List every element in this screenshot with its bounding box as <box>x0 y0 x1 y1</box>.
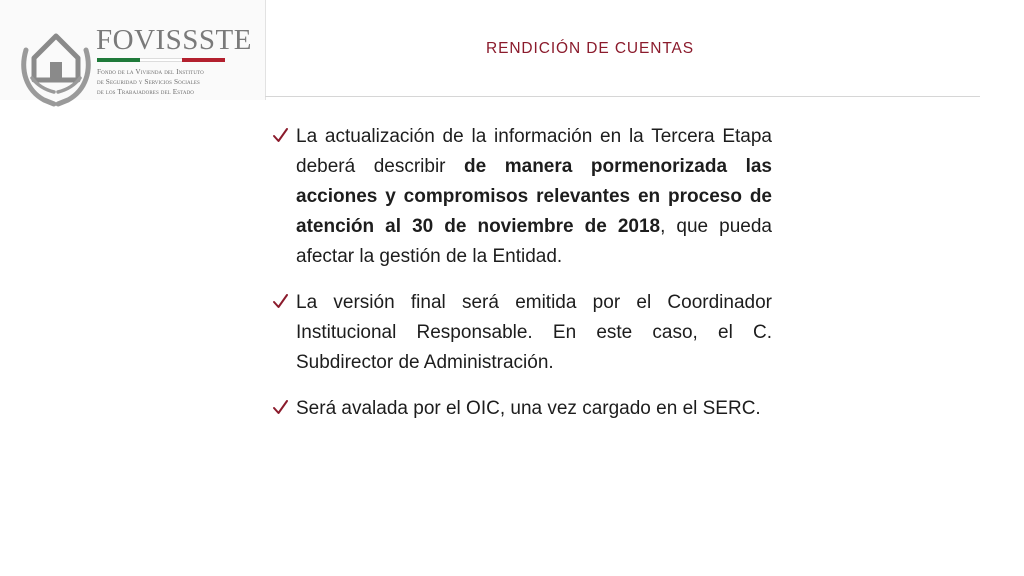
bullet-text-segment: La versión final será emitida por el Coordinador Institucional Responsable. En este caso, el C. Subdirector de Administración. <box>296 292 772 373</box>
flag-stripe-white <box>140 58 183 62</box>
bullet-list <box>272 122 772 440</box>
bullet-item <box>272 288 772 378</box>
checkmark-icon <box>272 394 296 421</box>
bullet-text-segment: , que pueda afectar la gestión de la Entidad. <box>296 216 773 267</box>
bullet-text <box>296 122 772 272</box>
slide-title: RENDICIÓN DE CUENTAS <box>486 40 695 57</box>
logo-panel <box>0 0 266 100</box>
checkmark-icon <box>272 288 296 315</box>
logo-subtitle-line: de los Trabajadores del Estado <box>97 87 195 97</box>
checkmark-icon <box>272 122 296 149</box>
bullet-item <box>272 122 772 272</box>
logo-subtitle-line: Fondo de la Vivienda del Instituto <box>97 67 204 76</box>
bullet-text-segment: Será avalada por el OIC, una vez cargado en el SERC. <box>296 398 761 419</box>
bullet-text-segment: La actualización de la información en la Tercera Etapa deberá describir <box>296 126 772 177</box>
bullet-text <box>296 394 772 424</box>
slide-header <box>0 0 1024 100</box>
header-divider <box>265 96 980 97</box>
bullet-text-bold-segment: de manera pormenorizada las acciones y compromisos relevantes en proceso de atención al 30 de noviembre de 2018 <box>296 156 772 237</box>
flag-stripe <box>97 58 225 62</box>
logo-name: FOVISSSTE <box>96 24 252 56</box>
logo-subtitle-line: de Seguridad y Servicios Sociales <box>97 77 200 87</box>
flag-stripe-red <box>182 58 225 62</box>
logo-subtitle <box>97 67 237 98</box>
bullet-item <box>272 394 772 424</box>
bullet-text <box>296 288 772 378</box>
flag-stripe-green <box>97 58 140 62</box>
house-hands-logo-icon <box>20 20 92 108</box>
